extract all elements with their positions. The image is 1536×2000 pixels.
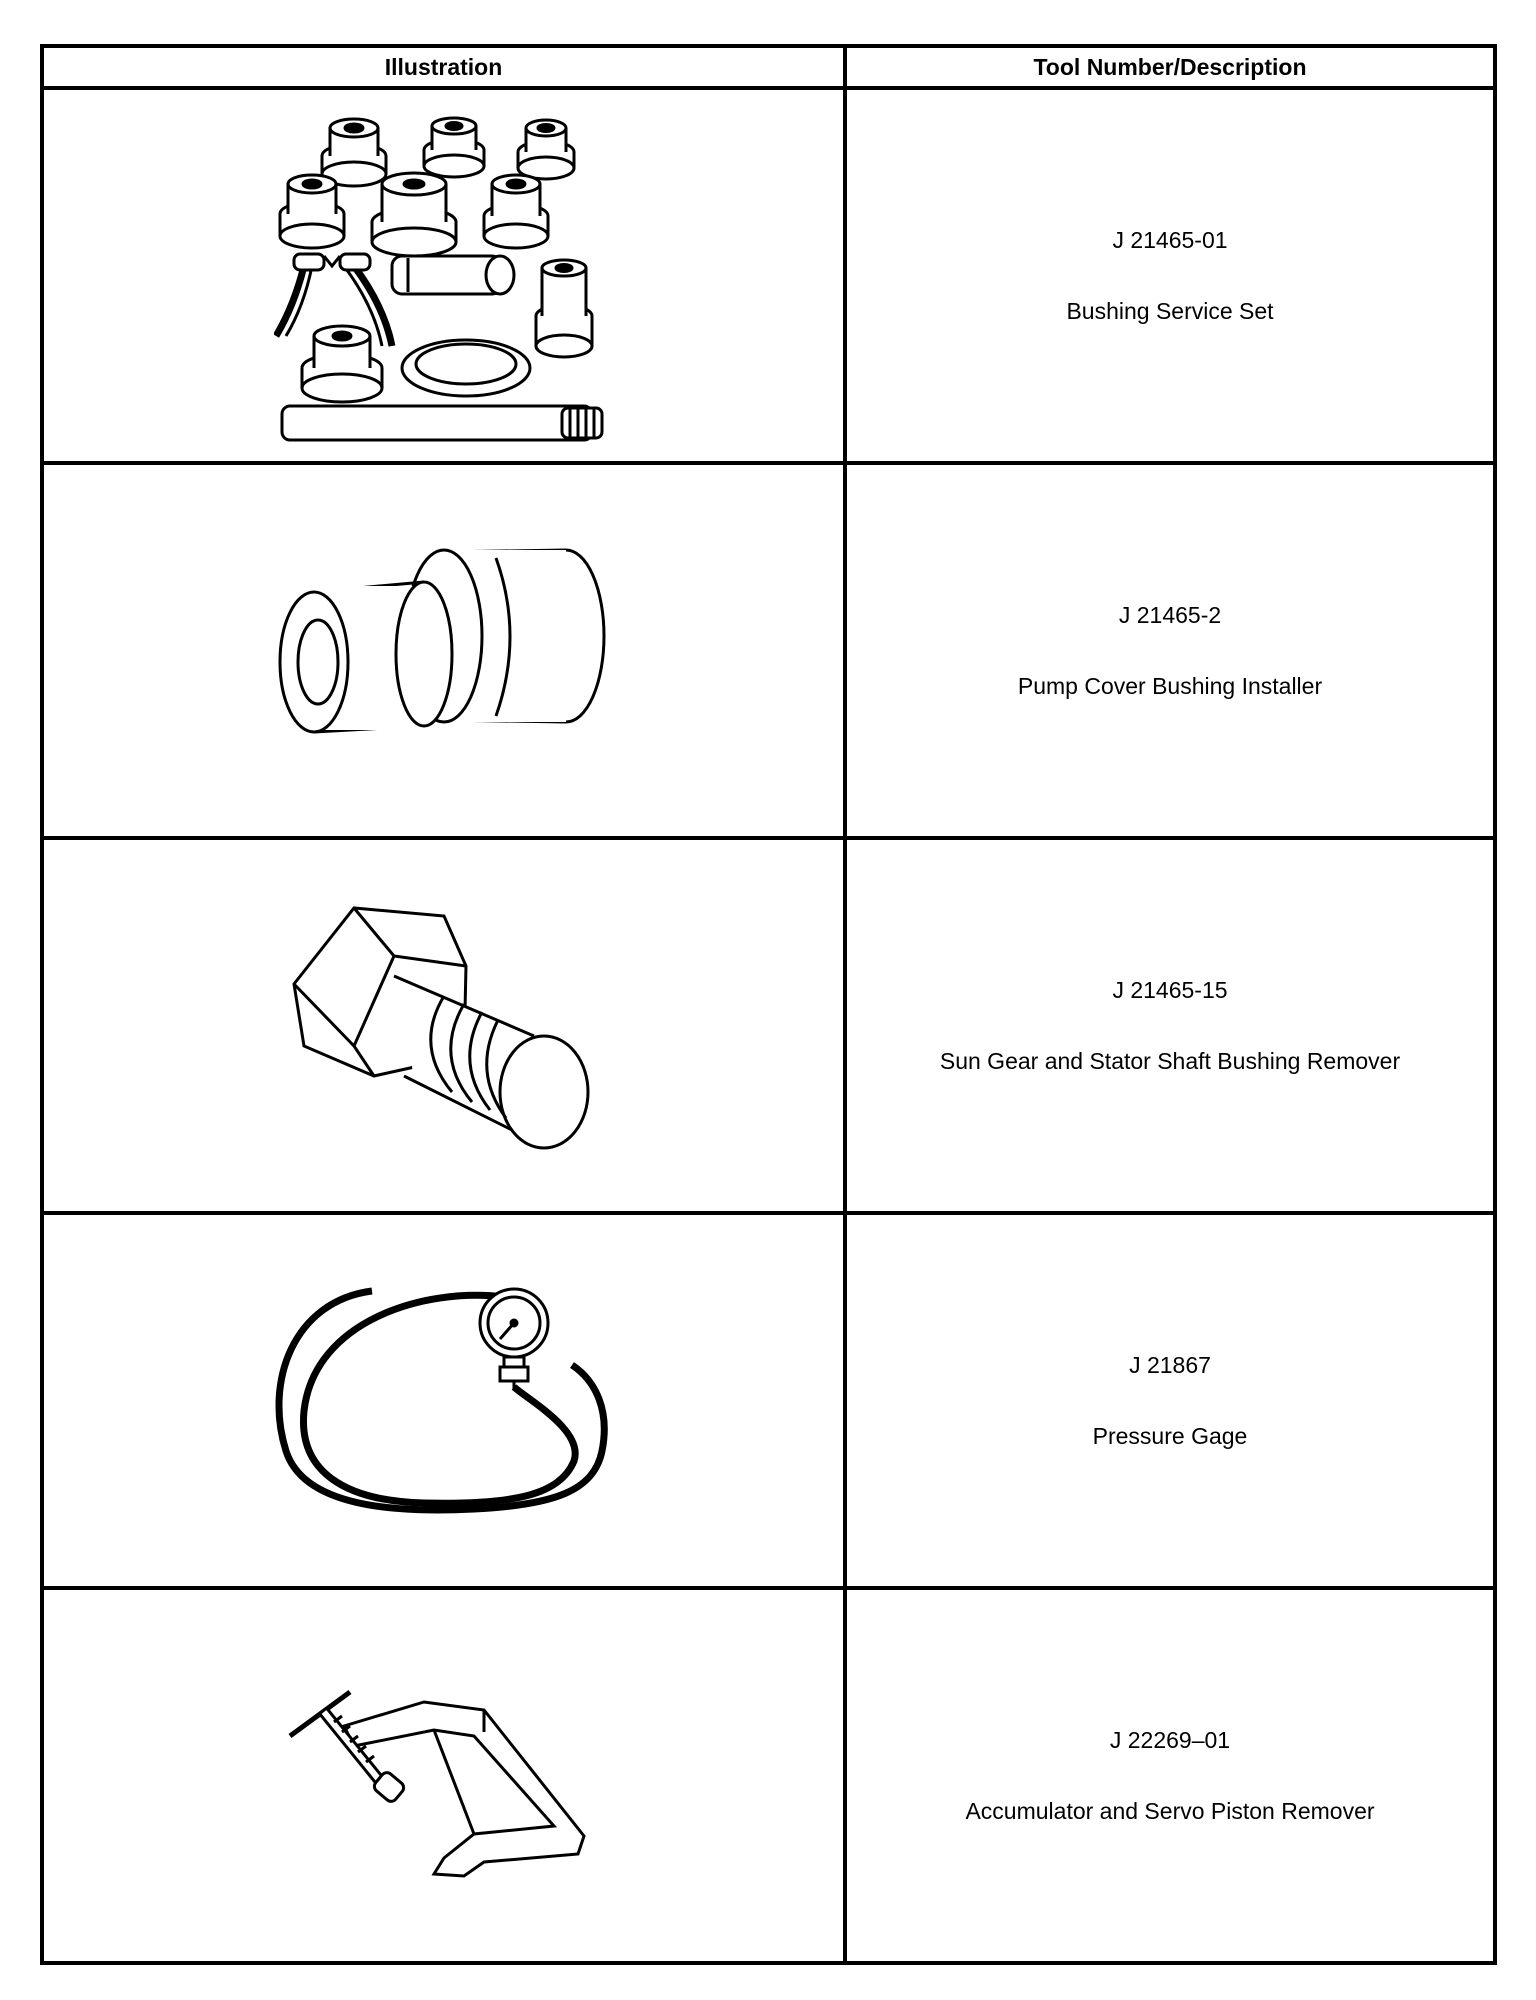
illustration-cell [42,838,845,1213]
header-tool-number-description: Tool Number/Description [845,46,1495,88]
tool-cell [845,1213,1495,1588]
tool-description: Bushing Service Set [1066,297,1274,324]
bushing-remover-illustration [284,896,604,1156]
tool-description: Accumulator and Servo Piston Remover [965,1797,1375,1824]
illustration-cell [42,88,845,463]
table-row [42,838,1495,1213]
tool-number: J 22269–01 [1109,1726,1231,1753]
header-illustration: Illustration [42,46,845,88]
illustration-cell [42,1588,845,1963]
illustration-cell [42,1213,845,1588]
table-row [42,88,1495,463]
tool-description: Pressure Gage [1092,1422,1248,1449]
piston-remover-illustration [284,1666,604,1886]
tool-cell [845,1588,1495,1963]
tool-number: J 21867 [1129,1351,1211,1378]
bushing-installer-illustration [274,536,614,766]
tool-cell [845,838,1495,1213]
tools-table [40,44,1497,1965]
bushing-service-set-illustration [274,106,614,446]
tool-number: J 21465-15 [1112,976,1228,1003]
pressure-gage-illustration [274,1281,614,1521]
table-row [42,1588,1495,1963]
table-row [42,463,1495,838]
header-row [42,46,1495,88]
tool-cell [845,463,1495,838]
tool-number: J 21465-2 [1118,601,1222,628]
table-row [42,1213,1495,1588]
tool-cell [845,88,1495,463]
tool-description: Sun Gear and Stator Shaft Bushing Remover [939,1047,1401,1074]
tool-number: J 21465-01 [1112,226,1228,253]
tool-description: Pump Cover Bushing Installer [1017,672,1323,699]
illustration-cell [42,463,845,838]
